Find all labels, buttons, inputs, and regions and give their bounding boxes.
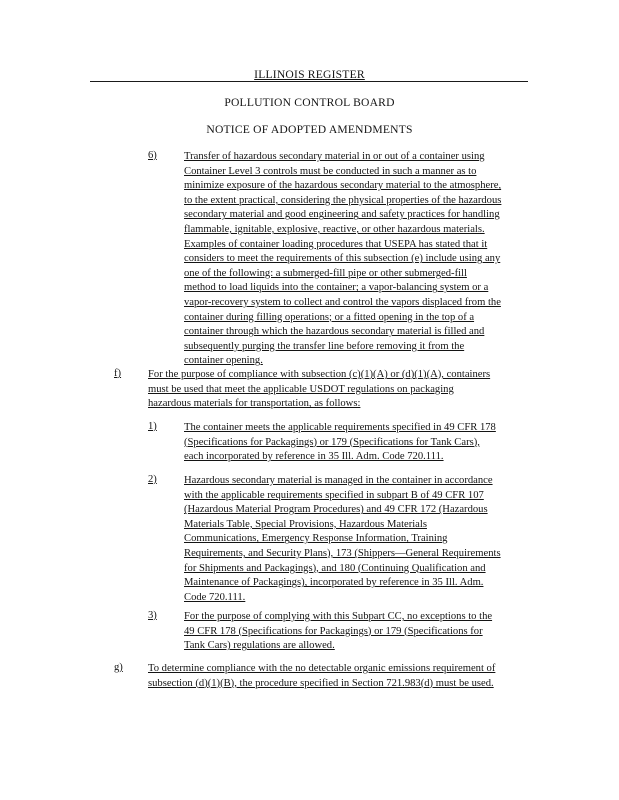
text-line: subsection (d)(1)(B), the procedure specified in Section 721.983(d) must be used. — [148, 677, 494, 689]
text-line: secondary material and good engineering and safety practices for handling — [184, 209, 500, 221]
item-f1-label: 1) — [148, 421, 157, 432]
text-line: container during filling operations; or a fitted opening in the top of a — [184, 311, 475, 323]
item-f2-text — [184, 474, 501, 605]
text-line: To determine compliance with the no detectable organic emissions requirement of — [148, 663, 496, 674]
text-line: container opening. — [184, 355, 263, 367]
text-line: Maintenance of Packagings), incorporated by reference in 35 Ill. Adm. — [184, 577, 484, 589]
text-line: one of the following: a submerged-fill pipe or other submerged-fill — [184, 267, 467, 279]
text-line: Transfer of hazardous secondary material in or out of a container using — [184, 151, 485, 162]
item-g-text — [148, 662, 495, 691]
item-f-label: f) — [114, 368, 122, 379]
text-line: each incorporated by reference in 35 Ill. Adm. Code 720.111. — [184, 451, 444, 463]
text-line: minimize exposure of the hazardous secondary material to the atmosphere, — [184, 180, 502, 192]
text-line: considers to meet the requirements of this subsection (e) include using any — [184, 253, 501, 265]
text-line: vapor-recovery system to collect and control the vapors displaced from the — [184, 296, 501, 308]
notice-title: NOTICE OF ADOPTED AMENDMENTS — [206, 123, 413, 136]
text-line: must be used that meet the applicable USDOT regulations on packaging — [148, 383, 454, 395]
item-f3-label: 3) — [148, 610, 157, 621]
register-header: ILLINOIS REGISTER — [254, 68, 365, 81]
text-line: For the purpose of compliance with subsection (c)(1)(A) or (d)(1)(A), containers — [148, 369, 491, 380]
board-title: POLLUTION CONTROL BOARD — [224, 96, 395, 109]
item-g-label: g) — [114, 662, 123, 673]
text-line: Requirements, and Security Plans), 173 (Shippers—General Requirements — [184, 547, 501, 559]
text-line: hazardous materials for transportation, as follows: — [148, 398, 361, 410]
item-6-label: 6) — [148, 150, 157, 161]
text-line: Materials Table, Special Provisions, Hazardous Materials — [184, 518, 427, 530]
text-line: The container meets the applicable requirements specified in 49 CFR 178 — [184, 422, 496, 433]
text-line: subsequently purging the transfer line before removing it from the — [184, 340, 465, 352]
text-line: Tank Cars) regulations are allowed. — [184, 640, 335, 652]
item-f-text — [148, 368, 490, 412]
text-line: with the applicable requirements specified in subpart B of 49 CFR 107 — [184, 489, 484, 501]
text-line: Hazardous secondary material is managed in the container in accordance — [184, 475, 493, 486]
item-f3-text — [184, 610, 492, 654]
text-line: container through which the hazardous secondary material is filled and — [184, 326, 485, 338]
text-line: (Specifications for Packagings) or 179 (Specifications for Tank Cars), — [184, 436, 480, 448]
text-line: For the purpose of complying with this Subpart CC, no exceptions to the — [184, 611, 493, 622]
text-line: Code 720.111. — [184, 591, 246, 603]
text-line: 49 CFR 178 (Specifications for Packagings) or 179 (Specifications for — [184, 625, 483, 637]
text-line: for Shipments and Packagings), and 180 (Continuing Qualification and — [184, 562, 486, 574]
text-line: (Hazardous Material Program Procedures) and 49 CFR 172 (Hazardous — [184, 504, 488, 516]
text-line: to the extent practical, considering the physical properties of the hazardous — [184, 194, 502, 206]
text-line: Container Level 3 controls must be conducted in such a manner as to — [184, 165, 477, 177]
item-f1-text — [184, 421, 496, 465]
text-line: flammable, ignitable, explosive, reactive, or other hazardous materials. — [184, 223, 485, 235]
item-f2-label: 2) — [148, 474, 157, 485]
text-line: Communications, Emergency Response Information, Training — [184, 533, 448, 545]
text-line: method to load liquids into the container; a vapor-balancing system or a — [184, 282, 489, 294]
item-6-text — [184, 150, 501, 369]
header-rule — [90, 81, 528, 82]
text-line: Examples of container loading procedures that USEPA has stated that it — [184, 238, 488, 250]
